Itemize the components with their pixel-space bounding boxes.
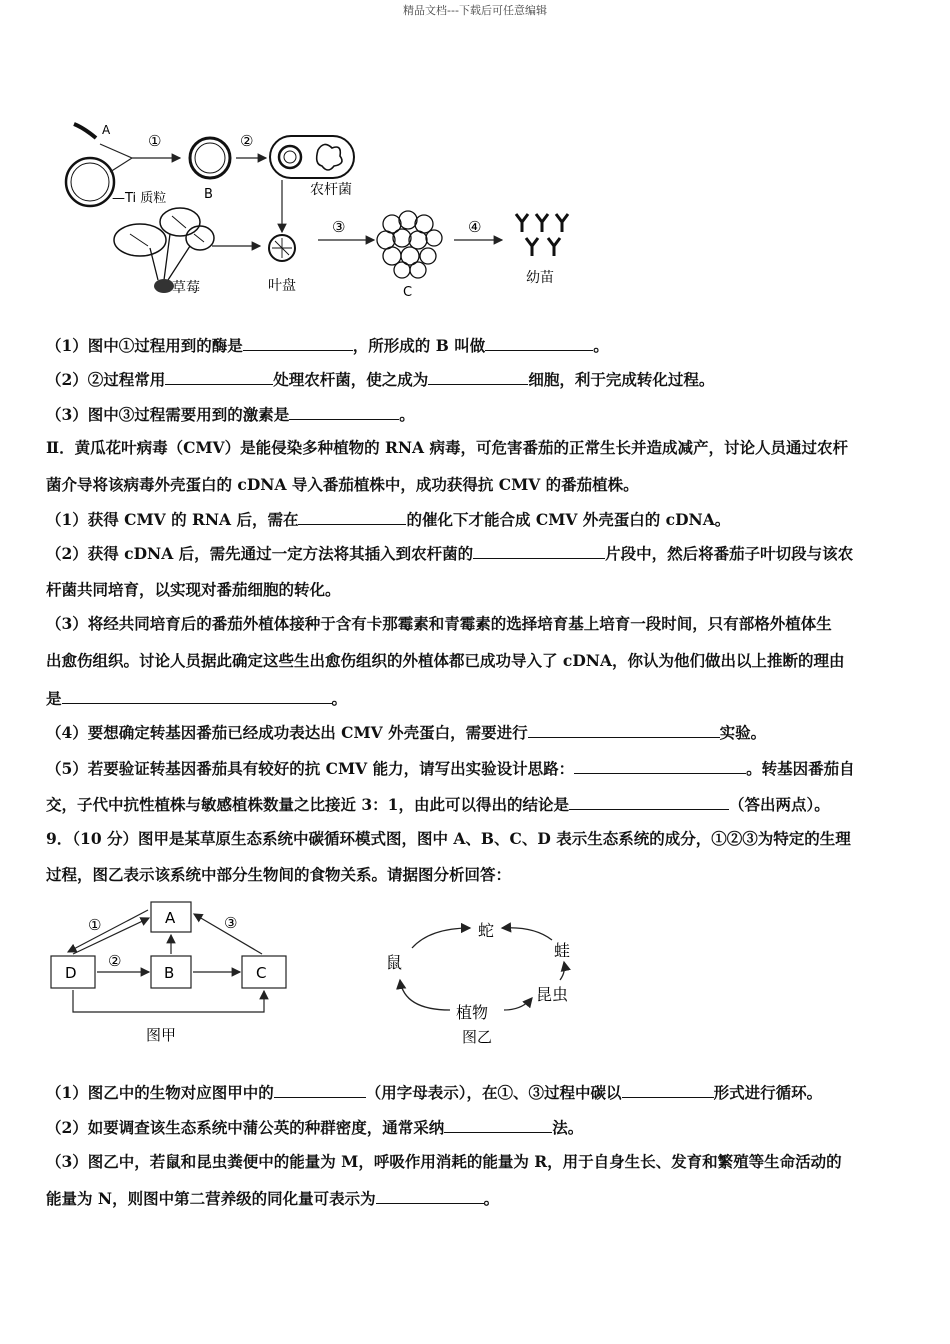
node-frog: 蛙	[554, 941, 571, 960]
part2-q3-line1: （3）将经共同培育后的番茄外植体接种于含有卡那霉素和青霉素的选择培育基上培育一段时间，只有部格外植体生	[46, 614, 832, 633]
q9-line1: 9．（10 分）图甲是某草原生态系统中碳循环模式图，图中 A、B、C、D 表示生态系统的成分，①②③为特定的生理	[46, 829, 851, 848]
transgenic-flow-figure	[40, 110, 600, 305]
answer-blank[interactable]	[444, 1116, 552, 1133]
seedling-icon	[516, 214, 568, 256]
seedling-label: 幼苗	[526, 270, 554, 286]
q9-q1: （1）图乙中的生物对应图甲中的 （用字母表示），在①、③过程中碳以 形式进行循环。	[46, 1083, 823, 1102]
part2-q1: （1）获得 CMV 的 RNA 后，需在 的催化下才能合成 CMV 外壳蛋白的 cDNA。	[46, 510, 731, 529]
figure-jia-caption: 图甲	[146, 1026, 177, 1044]
recombinant-b-icon	[190, 138, 230, 178]
part2-q2-line1: （2）获得 cDNA 后，需先通过一定方法将其插入到农杆菌的 片段中，然后将番茄子叶切段与该农	[46, 544, 854, 563]
q9-q3-line1: （3）图乙中，若鼠和昆虫粪便中的能量为 M，呼吸作用消耗的能量为 R，用于自身生长、发育和繁殖等生命活动的	[46, 1152, 842, 1171]
answer-blank[interactable]	[428, 368, 528, 385]
answer-blank[interactable]	[243, 334, 353, 351]
part1-q2: （2）②过程常用 处理农杆菌，使之成为 细胞，利于完成转化过程。	[46, 370, 715, 389]
step-2: ②	[240, 132, 254, 150]
callus-c-icon	[377, 211, 442, 278]
leaf-disc-label: 叶盘	[268, 278, 296, 294]
answer-blank[interactable]	[298, 508, 406, 525]
part1-q1: （1）图中①过程用到的酶是 ，所形成的 B 叫做 。	[46, 336, 609, 355]
step-4: ④	[468, 218, 482, 236]
ti-plasmid-label: —Ti 质粒	[112, 191, 167, 206]
part2-intro-1: Ⅱ．黄瓜花叶病毒（CMV）是能侵染多种植物的 RNA 病毒，可危害番茄的正常生长并造成减产，讨论人员通过农杆	[46, 438, 848, 457]
figure-yi-caption: 图乙	[462, 1028, 493, 1046]
process-1: ①	[88, 916, 102, 934]
part2-q3-line2: 出愈伤组织。讨论人员据此确定这些生出愈伤组织的外植体都已成功导入了 cDNA，你认为他们做出以上推断的理由	[46, 651, 845, 670]
q9-q3-line2: 能量为 N，则图中第二营养级的同化量可表示为 。	[46, 1189, 500, 1208]
label-c: C	[403, 285, 413, 300]
part1-q3: （3）图中③过程需要用到的激素是 。	[46, 405, 415, 424]
food-web-figure	[376, 906, 606, 1052]
label-c: C	[256, 964, 267, 982]
part2-q5-line1: （5）若要验证转基因番茄具有较好的抗 CMV 能力，请写出实验设计思路： 。转基因番茄自	[46, 759, 855, 778]
strawberry-label: 草莓	[172, 280, 200, 296]
carbon-cycle-figure	[44, 896, 304, 1051]
answer-blank[interactable]	[289, 403, 399, 420]
answer-blank[interactable]	[274, 1081, 366, 1098]
label-b: B	[204, 187, 213, 202]
label-a: A	[102, 123, 111, 137]
process-3: ③	[224, 914, 238, 932]
process-2: ②	[108, 952, 122, 970]
step-3: ③	[332, 218, 346, 236]
answer-blank[interactable]	[622, 1081, 714, 1098]
agrobacterium-label: 农杆菌	[310, 182, 352, 198]
label-a: A	[165, 909, 176, 927]
part2-q2-line2: 杆菌共同培育，以实现对番茄细胞的转化。	[46, 580, 341, 599]
answer-blank[interactable]	[473, 542, 605, 559]
node-snake: 蛇	[478, 921, 495, 940]
q9-q2: （2）如要调查该生态系统中蒲公英的种群密度，通常采纳 法。	[46, 1118, 584, 1137]
step-1: ①	[148, 132, 162, 150]
page-header: 精品文档---下载后可任意编辑	[403, 4, 547, 17]
answer-blank[interactable]	[376, 1187, 484, 1204]
gene-fragment-a-icon	[74, 124, 96, 138]
part2-q3-line3: 是 。	[46, 689, 348, 708]
part2-q4: （4）要想确定转基因番茄已经成功表达出 CMV 外壳蛋白，需要进行 实验。	[46, 723, 767, 742]
node-mouse: 鼠	[386, 953, 403, 972]
answer-blank[interactable]	[569, 793, 729, 810]
node-insect: 昆虫	[536, 985, 569, 1004]
node-plant: 植物	[456, 1003, 489, 1022]
label-d: D	[65, 964, 77, 982]
q9-line2: 过程，图乙表示该系统中部分生物间的食物关系。请据图分析回答：	[46, 865, 512, 884]
label-b: B	[164, 964, 175, 982]
ti-plasmid-icon	[66, 158, 114, 206]
answer-blank[interactable]	[574, 757, 746, 774]
answer-blank[interactable]	[165, 368, 273, 385]
part2-q5-line2: 交，子代中抗性植株与敏感植株数量之比接近 3：1，由此可以得出的结论是 （答出两点）。	[46, 795, 830, 814]
answer-blank[interactable]	[485, 334, 593, 351]
answer-blank[interactable]	[528, 721, 720, 738]
part2-intro-2: 菌介导将该病毒外壳蛋白的 cDNA 导入番茄植株中，成功获得抗 CMV 的番茄植株。	[46, 475, 639, 494]
answer-blank[interactable]	[62, 687, 332, 704]
